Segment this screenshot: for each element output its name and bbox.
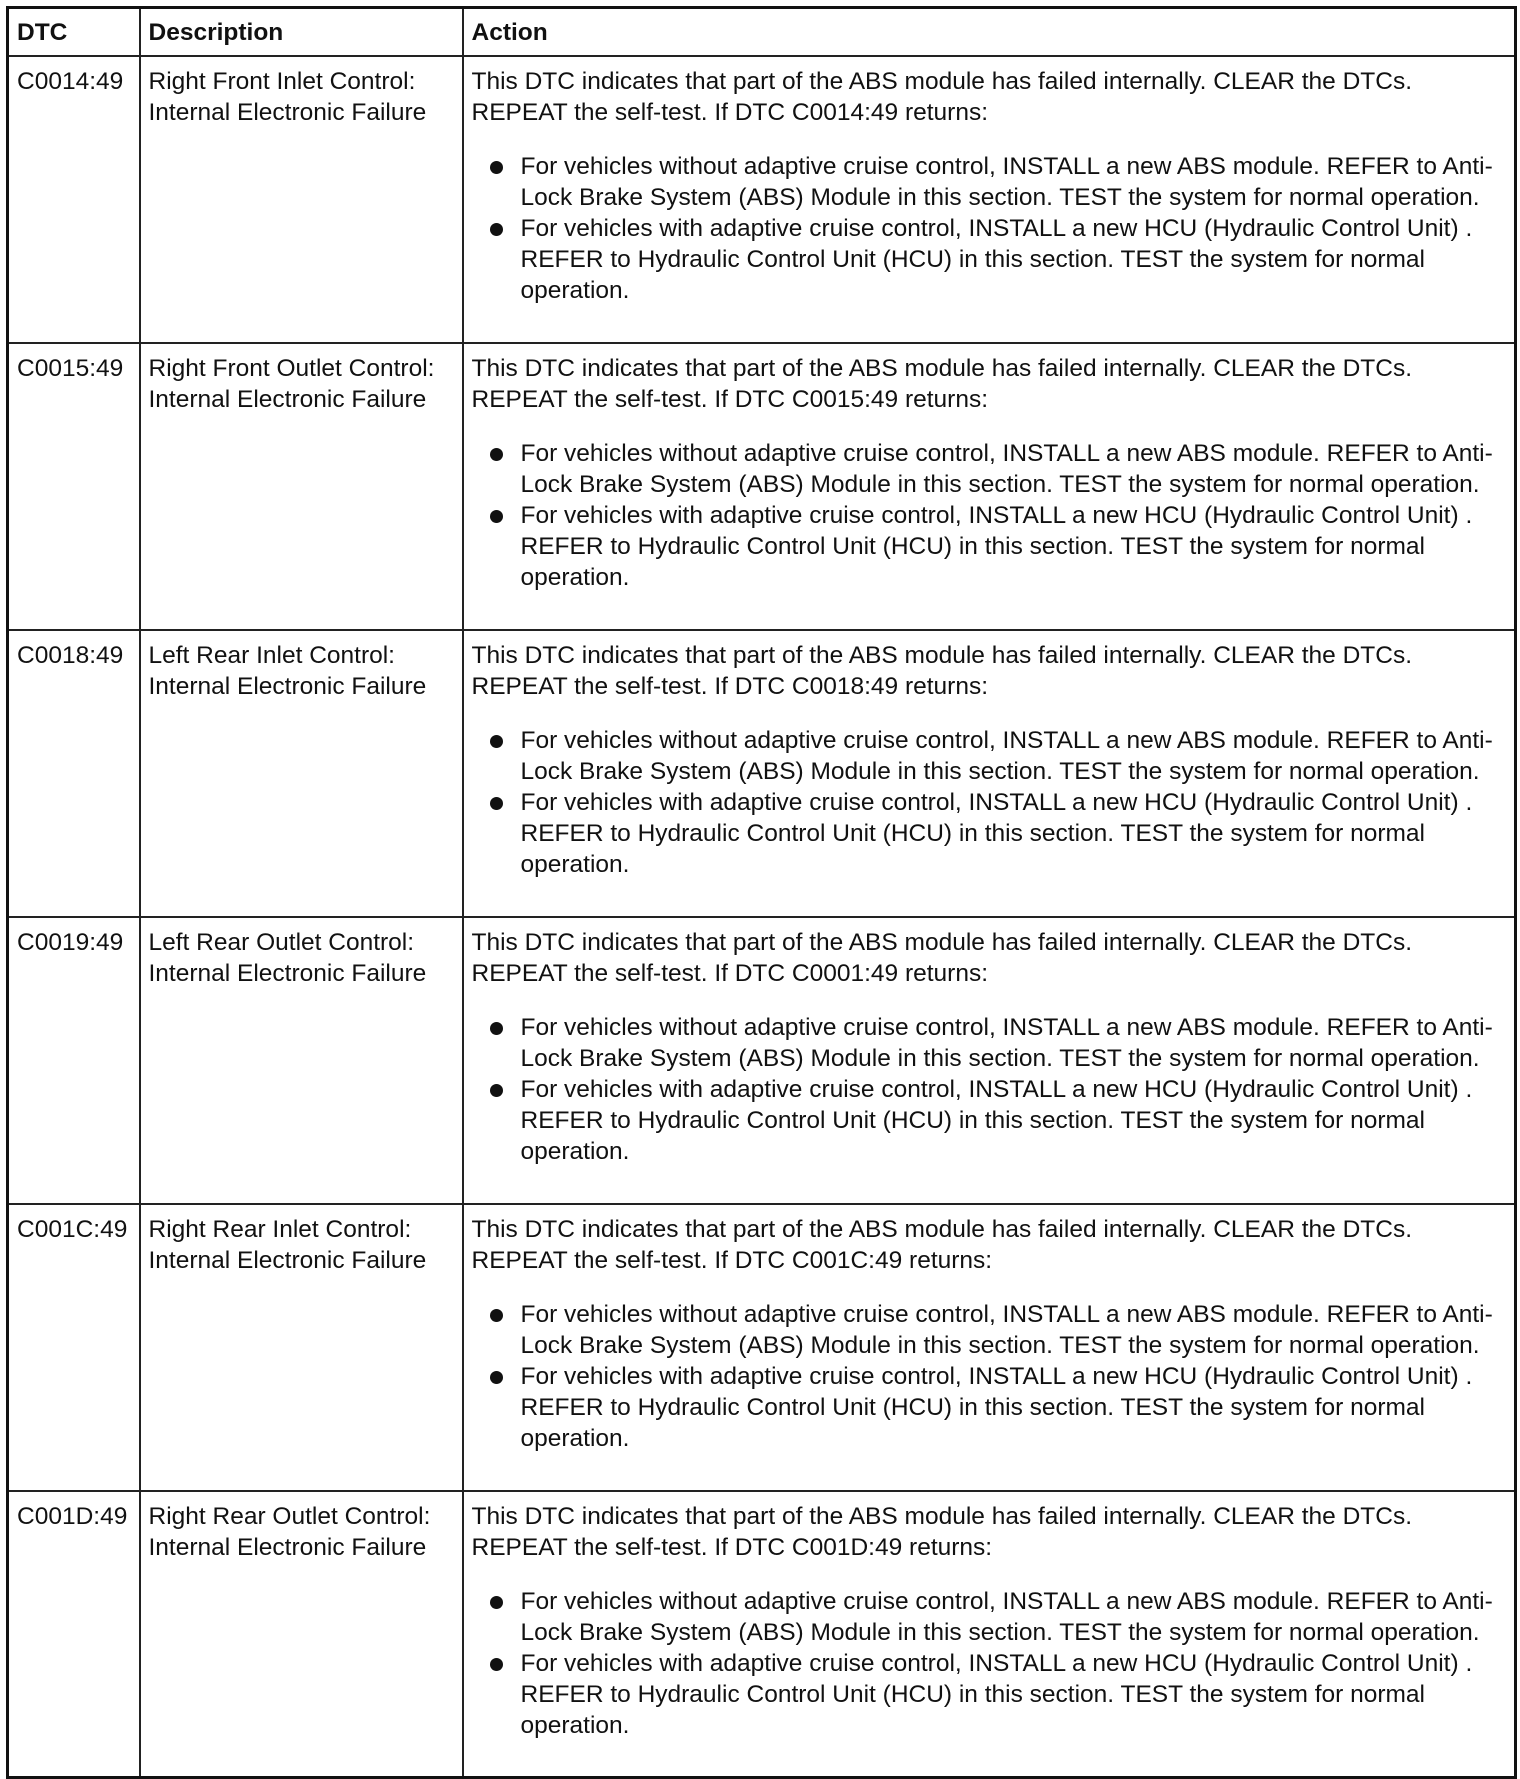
bullet-icon bbox=[490, 1596, 503, 1609]
action-bullet-text: For vehicles with adaptive cruise control, INSTALL a new HCU (Hydraulic Control Unit) . REFER to Hydraulic Control Unit (HCU) in this section. TEST the system for normal operation. bbox=[520, 1075, 1473, 1165]
action-bullet bbox=[521, 500, 1507, 593]
action-bullet-text: For vehicles with adaptive cruise control, INSTALL a new HCU (Hydraulic Control Unit) . REFER to Hydraulic Control Unit (HCU) in this section. TEST the system for normal operation. bbox=[520, 788, 1473, 878]
description-line: Right Rear Inlet Control: bbox=[148, 1215, 412, 1243]
action-cell bbox=[463, 1204, 1516, 1491]
bullet-icon bbox=[490, 510, 503, 523]
description-line: Internal Electronic Failure bbox=[148, 672, 427, 700]
description-cell bbox=[140, 630, 463, 917]
table-row bbox=[8, 1204, 1516, 1491]
description-line: Internal Electronic Failure bbox=[148, 959, 427, 987]
action-bullet bbox=[521, 151, 1507, 213]
action-bullet bbox=[521, 213, 1507, 306]
bullet-icon bbox=[490, 161, 503, 174]
bullet-icon bbox=[490, 1371, 503, 1384]
description-cell bbox=[140, 1491, 463, 1778]
description-cell bbox=[140, 343, 463, 630]
description-line: Internal Electronic Failure bbox=[148, 385, 427, 413]
action-intro: This DTC indicates that part of the ABS module has failed internally. CLEAR the DTCs. REPEAT the self-test. If DTC C0018:49 returns: bbox=[471, 641, 1412, 700]
description-line: Left Rear Inlet Control: bbox=[148, 641, 395, 669]
description-line: Left Rear Outlet Control: bbox=[148, 928, 415, 956]
column-header-action: Action bbox=[463, 8, 1516, 56]
table-row bbox=[8, 630, 1516, 917]
action-intro: This DTC indicates that part of the ABS module has failed internally. CLEAR the DTCs. REPEAT the self-test. If DTC C001C:49 returns: bbox=[471, 1215, 1412, 1274]
action-bullet-list bbox=[472, 1586, 1507, 1741]
action-bullet bbox=[521, 787, 1507, 880]
description-cell bbox=[140, 917, 463, 1204]
action-cell bbox=[463, 917, 1516, 1204]
action-bullet-list bbox=[472, 725, 1507, 880]
action-bullet-list bbox=[472, 438, 1507, 593]
bullet-icon bbox=[490, 223, 503, 236]
action-intro: This DTC indicates that part of the ABS module has failed internally. CLEAR the DTCs. REPEAT the self-test. If DTC C0014:49 returns: bbox=[471, 67, 1412, 126]
action-bullet bbox=[521, 1648, 1507, 1741]
action-bullet-list bbox=[472, 1299, 1507, 1454]
table-body bbox=[8, 56, 1516, 1778]
action-bullet bbox=[521, 1074, 1507, 1167]
bullet-icon bbox=[490, 1022, 503, 1035]
description-line: Right Rear Outlet Control: bbox=[148, 1502, 431, 1530]
action-bullet-text: For vehicles without adaptive cruise control, INSTALL a new ABS module. REFER to Anti-Lock Brake System (ABS) Module in this section. TEST the system for normal operation. bbox=[520, 726, 1493, 785]
table-row bbox=[8, 343, 1516, 630]
description-line: Internal Electronic Failure bbox=[148, 98, 427, 126]
table-header-row bbox=[8, 8, 1516, 56]
action-cell bbox=[463, 630, 1516, 917]
action-bullet bbox=[521, 1299, 1507, 1361]
column-header-description: Description bbox=[140, 8, 463, 56]
action-bullet-text: For vehicles without adaptive cruise control, INSTALL a new ABS module. REFER to Anti-Lock Brake System (ABS) Module in this section. TEST the system for normal operation. bbox=[520, 439, 1493, 498]
bullet-icon bbox=[490, 1658, 503, 1671]
action-bullet-text: For vehicles without adaptive cruise control, INSTALL a new ABS module. REFER to Anti-Lock Brake System (ABS) Module in this section. TEST the system for normal operation. bbox=[520, 1013, 1493, 1072]
action-bullet bbox=[521, 1012, 1507, 1074]
action-bullet-text: For vehicles without adaptive cruise control, INSTALL a new ABS module. REFER to Anti-Lock Brake System (ABS) Module in this section. TEST the system for normal operation. bbox=[520, 1587, 1493, 1646]
action-bullet-text: For vehicles with adaptive cruise control, INSTALL a new HCU (Hydraulic Control Unit) . REFER to Hydraulic Control Unit (HCU) in this section. TEST the system for normal operation. bbox=[520, 1649, 1473, 1739]
dtc-code-cell: C0014:49 bbox=[8, 56, 140, 343]
action-intro: This DTC indicates that part of the ABS module has failed internally. CLEAR the DTCs. REPEAT the self-test. If DTC C0015:49 returns: bbox=[471, 354, 1412, 413]
action-bullet-text: For vehicles without adaptive cruise control, INSTALL a new ABS module. REFER to Anti-Lock Brake System (ABS) Module in this section. TEST the system for normal operation. bbox=[520, 152, 1493, 211]
action-bullet-text: For vehicles with adaptive cruise control, INSTALL a new HCU (Hydraulic Control Unit) . REFER to Hydraulic Control Unit (HCU) in this section. TEST the system for normal operation. bbox=[520, 214, 1473, 304]
action-bullet bbox=[521, 438, 1507, 500]
bullet-icon bbox=[490, 797, 503, 810]
action-intro: This DTC indicates that part of the ABS module has failed internally. CLEAR the DTCs. REPEAT the self-test. If DTC C001D:49 returns: bbox=[471, 1502, 1412, 1561]
dtc-code-cell: C0018:49 bbox=[8, 630, 140, 917]
dtc-code-cell: C001D:49 bbox=[8, 1491, 140, 1778]
bullet-icon bbox=[490, 735, 503, 748]
bullet-icon bbox=[490, 1309, 503, 1322]
description-line: Internal Electronic Failure bbox=[148, 1533, 427, 1561]
action-bullet-text: For vehicles with adaptive cruise control, INSTALL a new HCU (Hydraulic Control Unit) . REFER to Hydraulic Control Unit (HCU) in this section. TEST the system for normal operation. bbox=[520, 1362, 1473, 1452]
action-bullet-list bbox=[472, 1012, 1507, 1167]
bullet-icon bbox=[490, 1084, 503, 1097]
column-header-dtc: DTC bbox=[8, 8, 140, 56]
table-row bbox=[8, 56, 1516, 343]
action-bullet-text: For vehicles with adaptive cruise control, INSTALL a new HCU (Hydraulic Control Unit) . REFER to Hydraulic Control Unit (HCU) in this section. TEST the system for normal operation. bbox=[520, 501, 1473, 591]
bullet-icon bbox=[490, 448, 503, 461]
description-cell bbox=[140, 1204, 463, 1491]
dtc-code-cell: C0015:49 bbox=[8, 343, 140, 630]
description-cell bbox=[140, 56, 463, 343]
description-line: Right Front Inlet Control: bbox=[148, 67, 416, 95]
action-cell bbox=[463, 56, 1516, 343]
action-bullet bbox=[521, 725, 1507, 787]
action-intro: This DTC indicates that part of the ABS module has failed internally. CLEAR the DTCs. REPEAT the self-test. If DTC C0001:49 returns: bbox=[471, 928, 1412, 987]
action-bullet bbox=[521, 1586, 1507, 1648]
dtc-code-cell: C0019:49 bbox=[8, 917, 140, 1204]
table-row bbox=[8, 917, 1516, 1204]
description-line: Internal Electronic Failure bbox=[148, 1246, 427, 1274]
action-cell bbox=[463, 343, 1516, 630]
table-row bbox=[8, 1491, 1516, 1778]
description-line: Right Front Outlet Control: bbox=[148, 354, 435, 382]
action-cell bbox=[463, 1491, 1516, 1778]
action-bullet-text: For vehicles without adaptive cruise control, INSTALL a new ABS module. REFER to Anti-Lock Brake System (ABS) Module in this section. TEST the system for normal operation. bbox=[520, 1300, 1493, 1359]
action-bullet bbox=[521, 1361, 1507, 1454]
action-bullet-list bbox=[472, 151, 1507, 306]
dtc-code-cell: C001C:49 bbox=[8, 1204, 140, 1491]
dtc-table bbox=[6, 6, 1517, 1779]
